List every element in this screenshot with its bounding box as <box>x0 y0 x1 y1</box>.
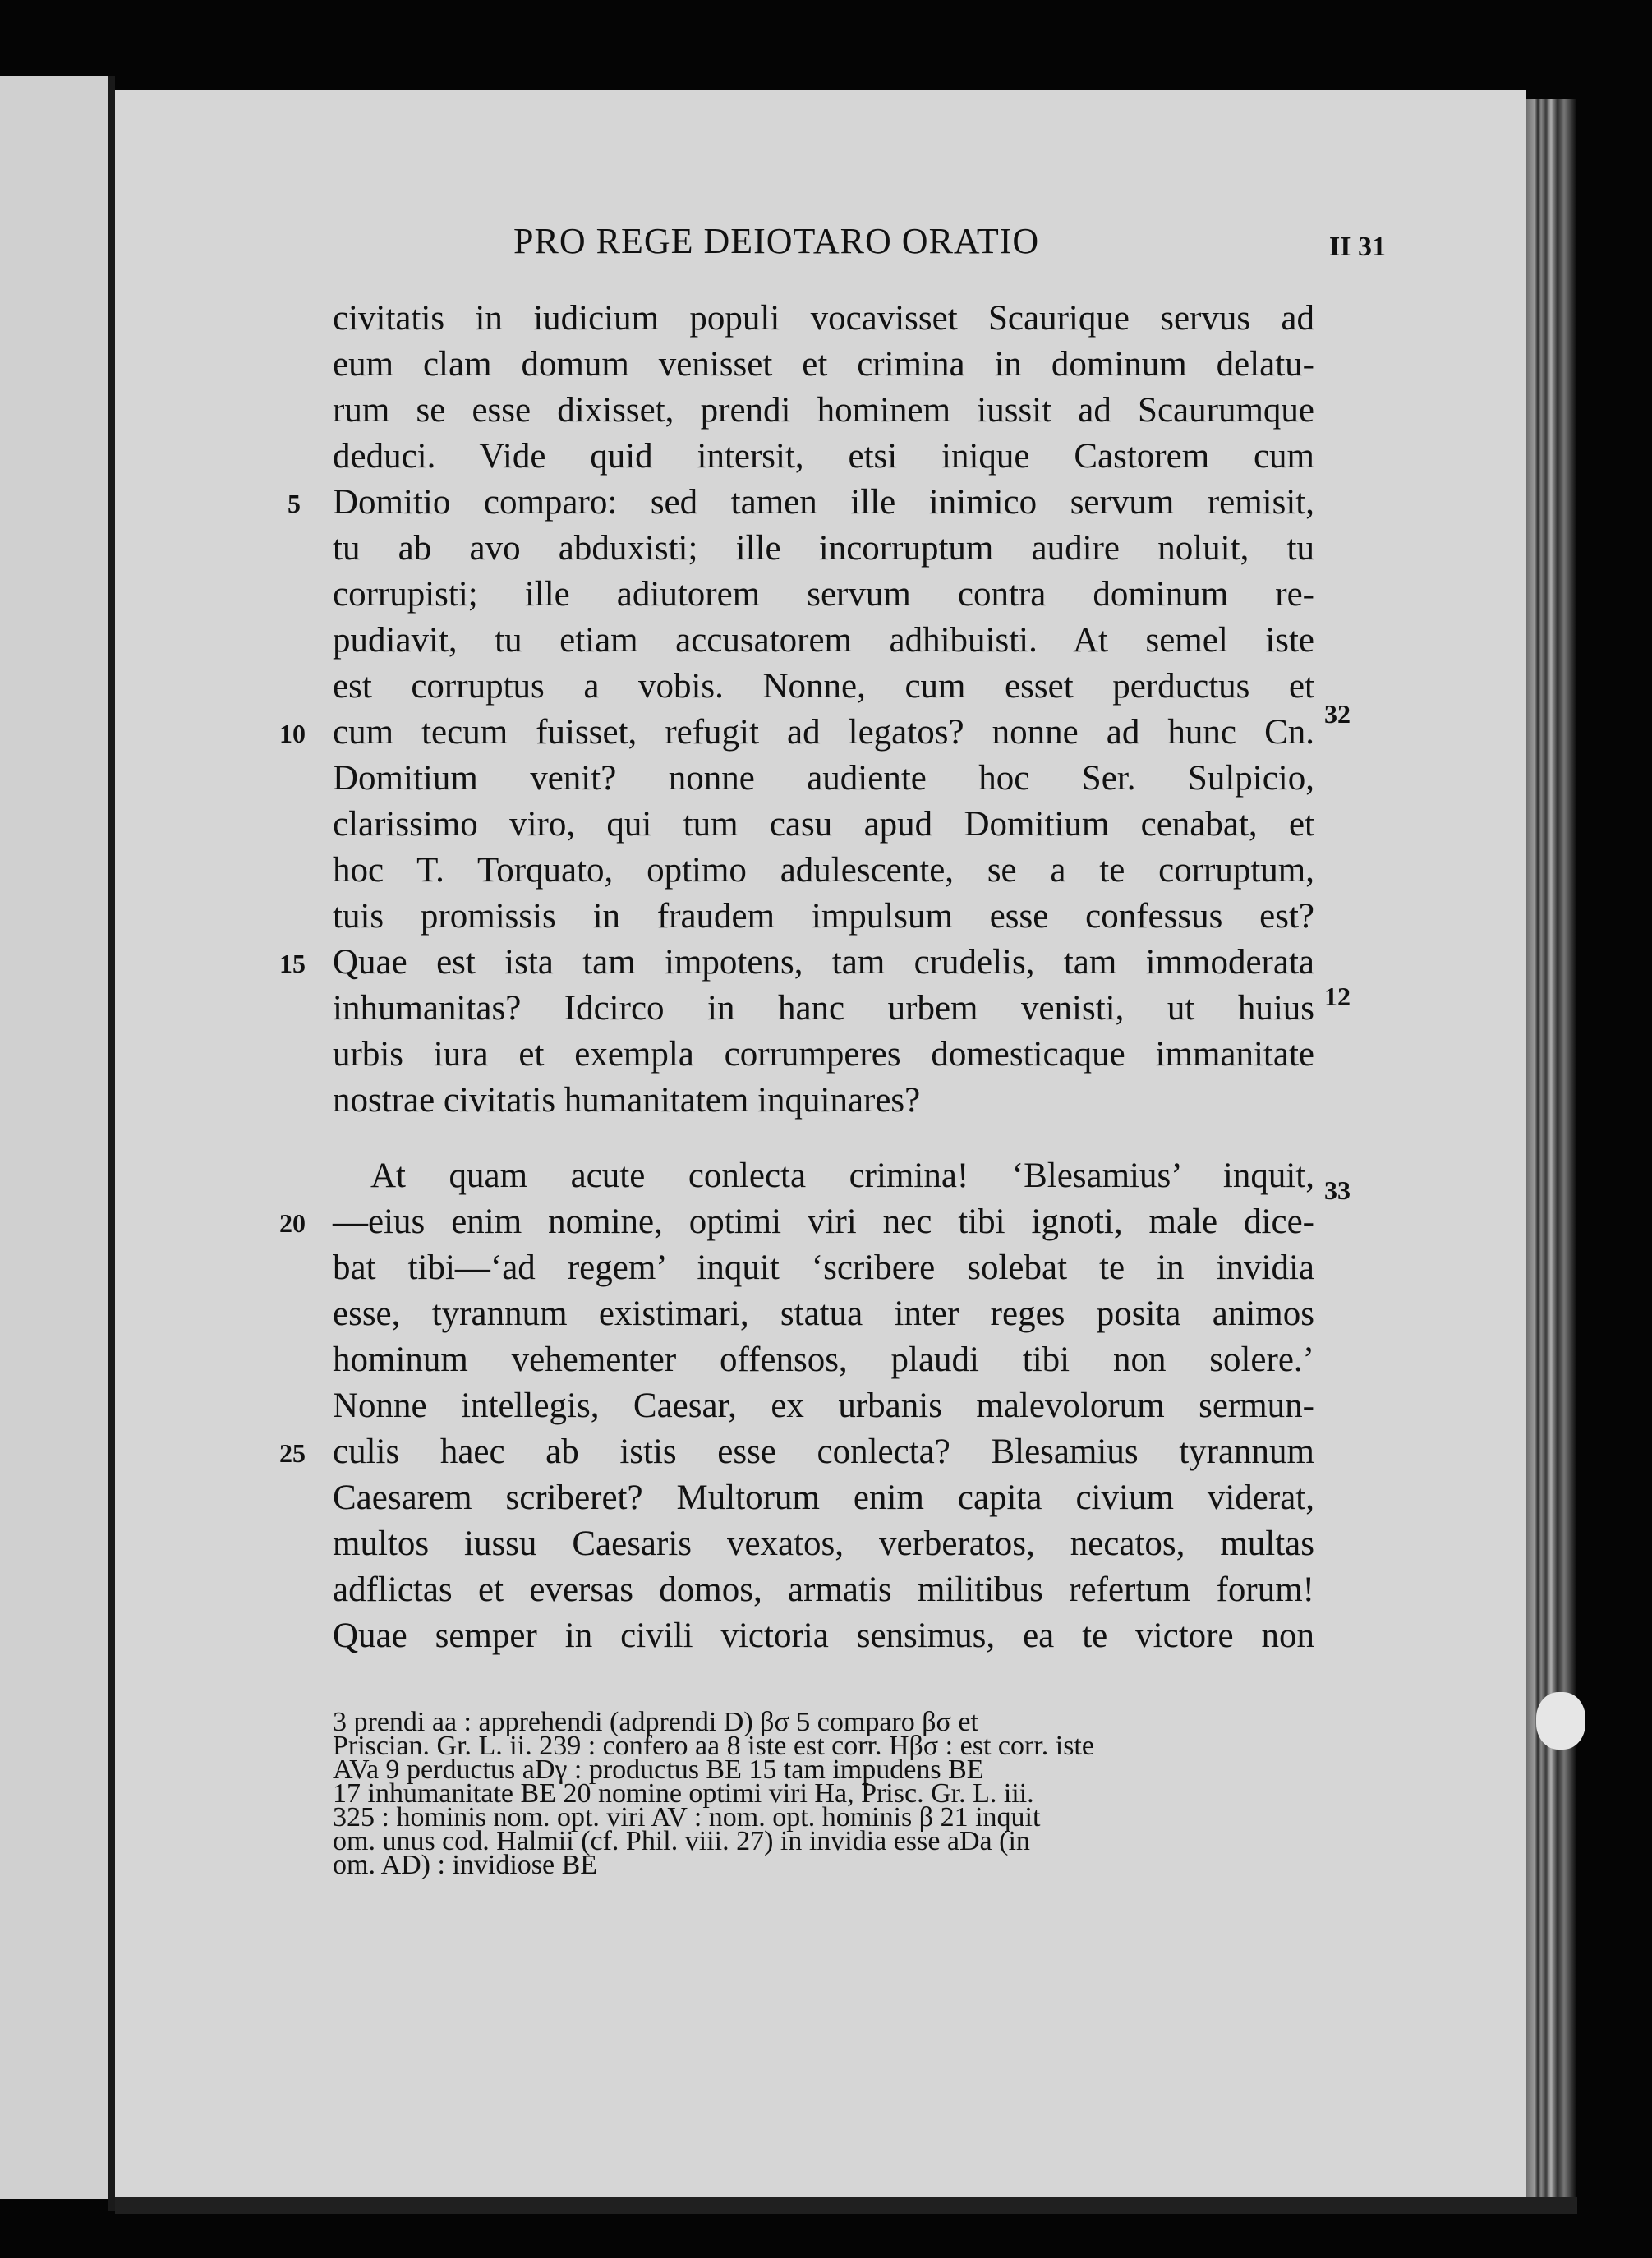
text-line: inhumanitas? Idcirco in hanc urbem venisti, ut huius <box>333 989 1314 1028</box>
gutter <box>108 76 115 2211</box>
text-line: civitatis in iudicium populi vocavisset Scaurique servus ad <box>333 299 1314 338</box>
text-line: pudiavit, tu etiam accusatorem adhibuisti. At semel iste <box>333 621 1314 660</box>
apparatus-line: om. AD) : invidiose BE <box>333 1850 598 1880</box>
text-line: bat tibi—‘ad regem’ inquit ‘scribere solebat te in invidia <box>333 1249 1314 1287</box>
text-line: tuis promissis in fraudem impulsum esse confessus est? <box>333 897 1314 936</box>
line-number: 5 <box>288 489 301 518</box>
text-line: Caesarem scriberet? Multorum enim capita civium viderat, <box>333 1479 1314 1517</box>
text-line: corrupisti; ille adiutorem servum contra dominum re- <box>333 575 1314 614</box>
text-line: culis haec ab istis esse conlecta? Blesamius tyrannum <box>333 1433 1314 1471</box>
page-fore-edge <box>1526 99 1576 2201</box>
text-line: Domitium venit? nonne audiente hoc Ser. Sulpicio, <box>333 759 1314 798</box>
text-line: multos iussu Caesaris vexatos, verberatos, necatos, multas <box>333 1524 1314 1563</box>
section-number: 12 <box>1324 982 1351 1011</box>
page-bottom-shadow <box>115 2197 1577 2214</box>
apparatus-line: 325 : hominis nom. opt. viri AV : nom. opt. hominis β 21 inquit <box>333 1802 1041 1833</box>
text-line: clarissimo viro, qui tum casu apud Domitium cenabat, et <box>333 805 1314 844</box>
text-line: adflictas et eversas domos, armatis militibus refertum forum! <box>333 1570 1314 1609</box>
text-line: urbis iura et exempla corrumperes domesticaque immanitate <box>333 1035 1314 1074</box>
text-line: hoc T. Torquato, optimo adulescente, se a te corruptum, <box>333 851 1314 890</box>
text-line: Domitio comparo: sed tamen ille inimico servum remisit, <box>333 483 1314 522</box>
line-number: 15 <box>279 949 306 978</box>
text-line: Quae est ista tam impotens, tam crudelis, tam immoderata <box>333 943 1314 982</box>
text-line: hominum vehementer offensos, plaudi tibi non solere.’ <box>333 1341 1314 1379</box>
chapter-section-number: II 31 <box>1329 232 1386 262</box>
paper-stain <box>1536 1692 1585 1750</box>
apparatus-line: om. unus cod. Halmii (cf. Phil. viii. 27) in invidia esse aDa (in <box>333 1826 1030 1856</box>
facing-page-edge <box>0 76 108 2199</box>
section-number: 32 <box>1324 699 1351 729</box>
text-line: deduci. Vide quid intersit, etsi inique Castorem cum <box>333 437 1314 476</box>
line-number: 20 <box>279 1208 306 1238</box>
running-title: PRO REGE DEIOTARO ORATIO <box>513 221 1040 261</box>
apparatus-line: AVa 9 perductus aDγ : productus BE 15 tam impudens BE <box>333 1754 984 1785</box>
text-line: nostrae civitatis humanitatem inquinares? <box>333 1081 921 1120</box>
text-line: esse, tyrannum existimari, statua inter reges posita animos <box>333 1295 1314 1333</box>
text-line: eum clam domum venisset et crimina in dominum delatu- <box>333 345 1314 384</box>
line-number: 25 <box>279 1438 306 1468</box>
text-line: rum se esse dixisset, prendi hominem iussit ad Scaurumque <box>333 391 1314 430</box>
text-line: est corruptus a vobis. Nonne, cum esset perductus et <box>333 667 1314 706</box>
line-number: 10 <box>279 719 306 748</box>
apparatus-line: 17 inhumanitate BE 20 nomine optimi viri Ha, Prisc. Gr. L. iii. <box>333 1778 1034 1809</box>
apparatus-line: Priscian. Gr. L. ii. 239 : confero aa 8 iste est corr. Hβσ : est corr. iste <box>333 1731 1094 1761</box>
text-line: cum tecum fuisset, refugit ad legatos? nonne ad hunc Cn. <box>333 713 1314 752</box>
text-line: At quam acute conlecta crimina! ‘Blesamius’ inquit, <box>370 1157 1314 1195</box>
section-number: 33 <box>1324 1175 1351 1205</box>
text-line: Quae semper in civili victoria sensimus, ea te victore non <box>333 1616 1314 1655</box>
apparatus-line: 3 prendi aa : apprehendi (adprendi D) βσ 5 comparo βσ et <box>333 1707 978 1737</box>
text-line: Nonne intellegis, Caesar, ex urbanis malevolorum sermun- <box>333 1387 1314 1425</box>
text-line: —eius enim nomine, optimi viri nec tibi ignoti, male dice- <box>333 1203 1314 1241</box>
text-line: tu ab avo abduxisti; ille incorruptum audire noluit, tu <box>333 529 1314 568</box>
